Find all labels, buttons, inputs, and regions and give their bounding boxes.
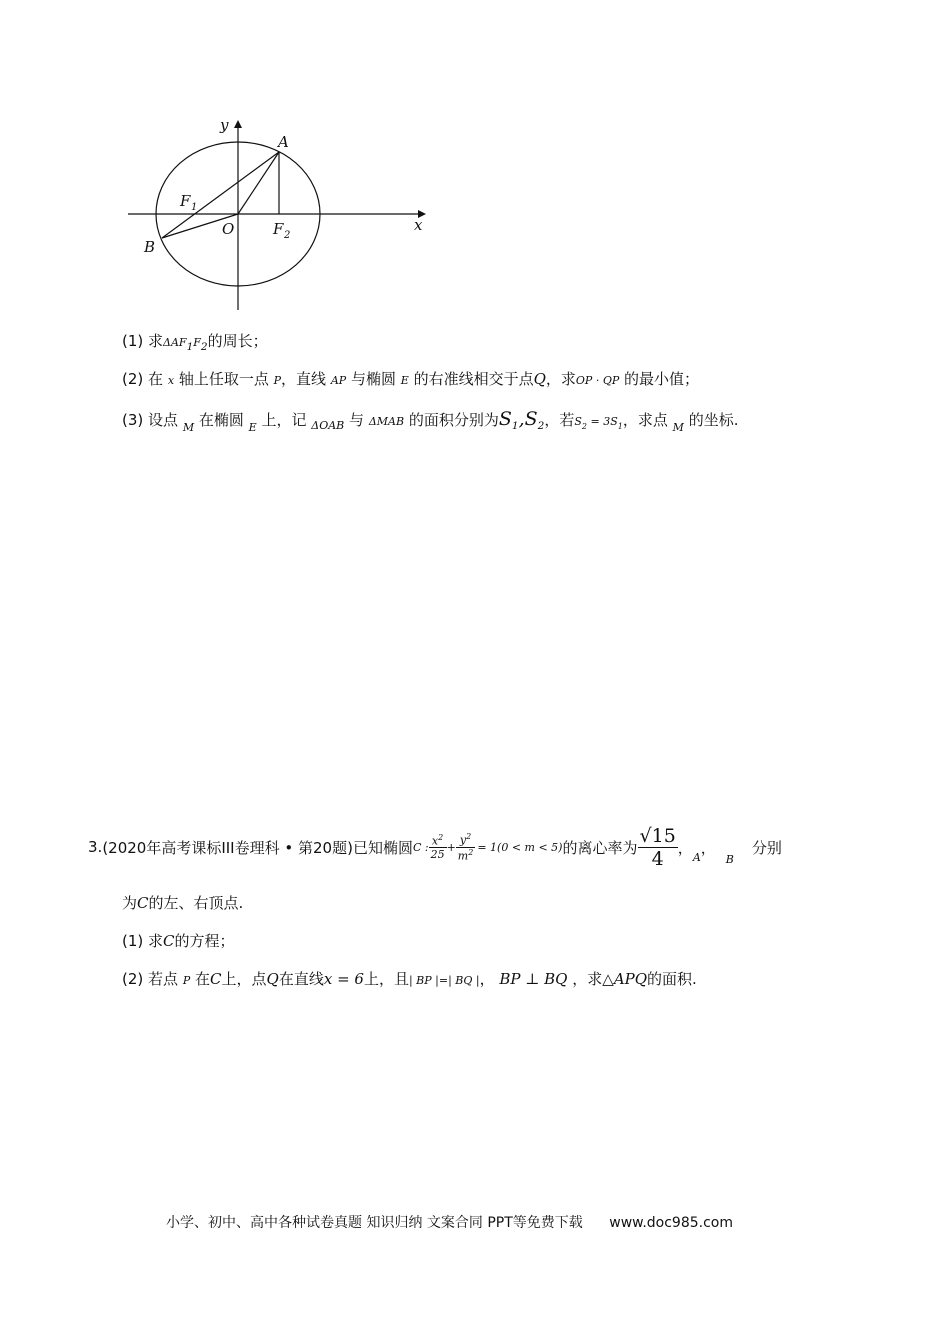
fraction-y2-m2: $\frac{y^2}{m^2}$ <box>457 831 474 863</box>
q2-part1: (1) 求$\Delta AF_1F_2$的周长； <box>122 332 268 353</box>
footer-url[interactable]: www.doc985.com <box>609 1215 733 1231</box>
q2-part2: (2) 在 x 轴上任取一点 P，直线 AP 与椭圆 E 的右准线相交于点Q，求OP · QP 的最小值； <box>122 370 700 388</box>
q3-part1: (1) 求C的方程； <box>122 932 235 950</box>
q3-part2: (2) 若点 P 在C上，点Q在直线x = 6上，且| BP |=| BQ |， BP ⊥ BQ ，求△APQ的面积. <box>122 970 697 988</box>
footer <box>166 1212 733 1232</box>
label-A: A <box>278 133 289 151</box>
label-F2: F <box>273 220 284 238</box>
footer-text: 小学、初中、高中各种试卷真题 知识归纳 文案合同 PPT等免费下载 <box>166 1215 583 1231</box>
ellipse-diagram <box>120 110 440 320</box>
label-F1: F <box>180 192 191 210</box>
label-B: B <box>144 238 156 256</box>
label-F2-sub: 2 <box>284 230 291 241</box>
fraction-x2-25: $\frac{x^2}{25}$ <box>430 832 445 862</box>
q2-part3: (3) 设点 $_M$ 在椭圆 $_E$ 上，记 $_{\Delta OAB}$ 与 ΔMAB 的面积分别为$S_1,S_2$，若$S_2 = 3S_1$，求点 $_M$ 的坐标. <box>122 408 739 434</box>
y-axis-arrow <box>234 120 242 128</box>
label-x: x <box>414 216 423 234</box>
label-F1-sub: 1 <box>191 202 198 213</box>
label-O: O <box>222 220 235 238</box>
fraction-eccentricity: $\frac{√15}{4}$ <box>639 824 676 870</box>
segment-OA <box>238 152 279 214</box>
q3-statement-cont: 为C的左、右顶点. <box>122 894 244 912</box>
label-y: y <box>220 116 229 134</box>
q3-statement: 3. (2020年高考课标III卷理科 • 第20题) 已知椭圆 C : $\frac{x^2}{25}$ + $\frac{y^2}{m^2}$ = 1(0 < m < 5) 的离心率为 $\frac{√15}{4}$ ， A ， B 分别 <box>88 824 782 870</box>
